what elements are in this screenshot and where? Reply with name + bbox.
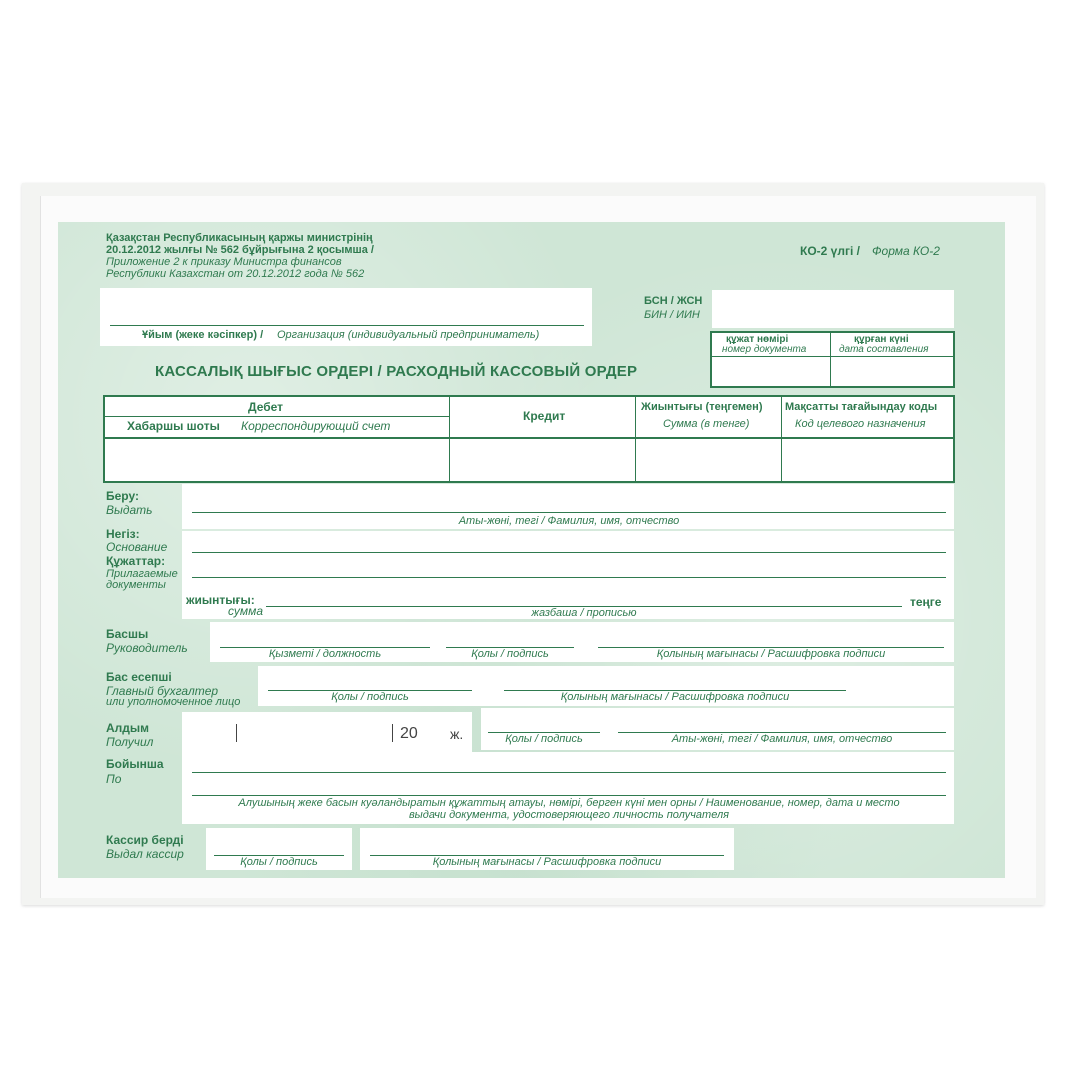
by-label-ru: По xyxy=(106,772,122,786)
sum-input[interactable] xyxy=(637,439,780,481)
doc-date-input[interactable] xyxy=(832,357,953,386)
head-sign-caption: Қолы / подпись xyxy=(471,648,549,660)
form-code-ru: Форма КО-2 xyxy=(872,244,940,258)
doc-number-label-kz: құжат нөмірі xyxy=(726,334,789,345)
organization-line xyxy=(110,325,584,326)
cashier-decode-caption: Қолының мағынасы / Расшифровка подписи xyxy=(432,856,662,868)
issue-label-kz: Беру: xyxy=(106,489,139,503)
document-title: КАССАЛЫҚ ШЫҒЫС ОРДЕРІ / РАСХОДНЫЙ КАССОВЫЙ ОРДЕР xyxy=(155,363,638,380)
by-label-kz: Бойынша xyxy=(106,757,164,771)
doc-date-label-kz: құрған күні xyxy=(854,334,909,345)
bin-label-ru: БИН / ИИН xyxy=(644,309,700,321)
words-caption: жазбаша / прописью xyxy=(531,607,637,619)
issue-label-ru: Выдать xyxy=(106,503,153,517)
cash-order-form xyxy=(58,222,1005,878)
chief-label-kz: Бас есепші xyxy=(106,670,172,684)
received-sign-caption: Қолы / подпись xyxy=(505,733,583,745)
received-date-field[interactable] xyxy=(182,712,472,752)
chief-label-ru-1: Главный бухгалтер xyxy=(106,684,219,698)
bin-field[interactable] xyxy=(712,290,954,328)
purpose-code-kz: Мақсатты тағайындау коды xyxy=(785,401,938,413)
basis-label-kz: Негіз: xyxy=(106,527,140,541)
order-ref-kz-2: 20.12.2012 жылғы № 562 бұйрығына 2 қосымша / xyxy=(106,244,374,256)
cashier-sign-caption: Қолы / подпись xyxy=(240,856,318,868)
accounting-table xyxy=(103,395,955,483)
organization-label-kz: Ұйым (жеке кәсіпкер) / xyxy=(142,329,264,341)
order-ref-ru-2: Республики Казахстан от 20.12.2012 года № 562 xyxy=(106,268,365,280)
order-ref-kz-1: Қазақстан Республикасының қаржы министрінің xyxy=(106,232,373,244)
docs-label-ru-2: документы xyxy=(106,579,166,591)
id-document-caption-1: Алушының жеке басын куәландыратын құжаттың атауы, нөмірі, берген күні мен орны / Наименование, номер, дата и место xyxy=(238,797,900,809)
organization-label-ru: Организация (индивидуальный предприниматель) xyxy=(277,329,540,341)
year-suffix: ж. xyxy=(450,726,464,742)
debit-input[interactable] xyxy=(105,439,448,481)
form-code-kz: КО-2 үлгі / xyxy=(800,244,860,258)
doc-number-input[interactable] xyxy=(712,357,829,386)
received-label-ru: Получил xyxy=(106,735,154,749)
credit-header: Кредит xyxy=(523,409,566,423)
cashier-label-ru: Выдал кассир xyxy=(106,847,184,861)
bin-label-kz: БСН / ЖСН xyxy=(644,295,703,307)
sum-header-ru: Сумма (в тенге) xyxy=(663,418,750,430)
document-number-date-table xyxy=(710,331,955,388)
head-label-kz: Басшы xyxy=(106,627,149,641)
fio-caption: Аты-жөні, тегі / Фамилия, имя, отчество xyxy=(458,515,680,527)
doc-number-label-ru: номер документа xyxy=(722,344,807,355)
doc-date-label-ru: дата составления xyxy=(839,344,929,355)
head-position-caption: Қызметі / должность xyxy=(268,648,382,660)
head-label-ru: Руководитель xyxy=(106,641,188,655)
chief-label-ru-2: или уполномоченное лицо xyxy=(106,696,241,708)
sum-label-kz: жиынтығы: xyxy=(186,593,255,607)
docs-label-kz: Құжаттар: xyxy=(106,554,166,568)
sum-header-kz: Жиынтығы (теңгемен) xyxy=(641,401,763,413)
chief-decode-caption: Қолының мағынасы / Расшифровка подписи xyxy=(560,691,790,703)
id-document-caption-2: выдачи документа, удостоверяющего личность получателя xyxy=(408,809,730,821)
docs-label-ru-1: Прилагаемые xyxy=(106,568,178,580)
corr-account-ru: Корреспондирующий счет xyxy=(241,419,391,433)
head-decode-caption: Қолының мағынасы / Расшифровка подписи xyxy=(656,648,886,660)
received-label-kz: Алдым xyxy=(106,721,150,735)
year-prefix: 20 xyxy=(400,725,418,742)
purpose-code-ru: Код целевого назначения xyxy=(795,418,926,430)
tenge-label: теңге xyxy=(910,595,942,609)
sum-label-ru: сумма xyxy=(228,604,263,618)
basis-label-ru: Основание xyxy=(106,540,168,554)
received-fio-caption: Аты-жөні, тегі / Фамилия, имя, отчество xyxy=(671,733,893,745)
debit-header: Дебет xyxy=(248,400,284,414)
purpose-code-input[interactable] xyxy=(783,439,953,481)
credit-input[interactable] xyxy=(451,439,634,481)
cashier-label-kz: Кассир берді xyxy=(106,833,184,847)
chief-sign-caption: Қолы / подпись xyxy=(331,691,409,703)
order-ref-ru-1: Приложение 2 к приказу Министра финансов xyxy=(106,256,342,268)
corr-account-kz: Хабаршы шоты xyxy=(127,419,220,433)
